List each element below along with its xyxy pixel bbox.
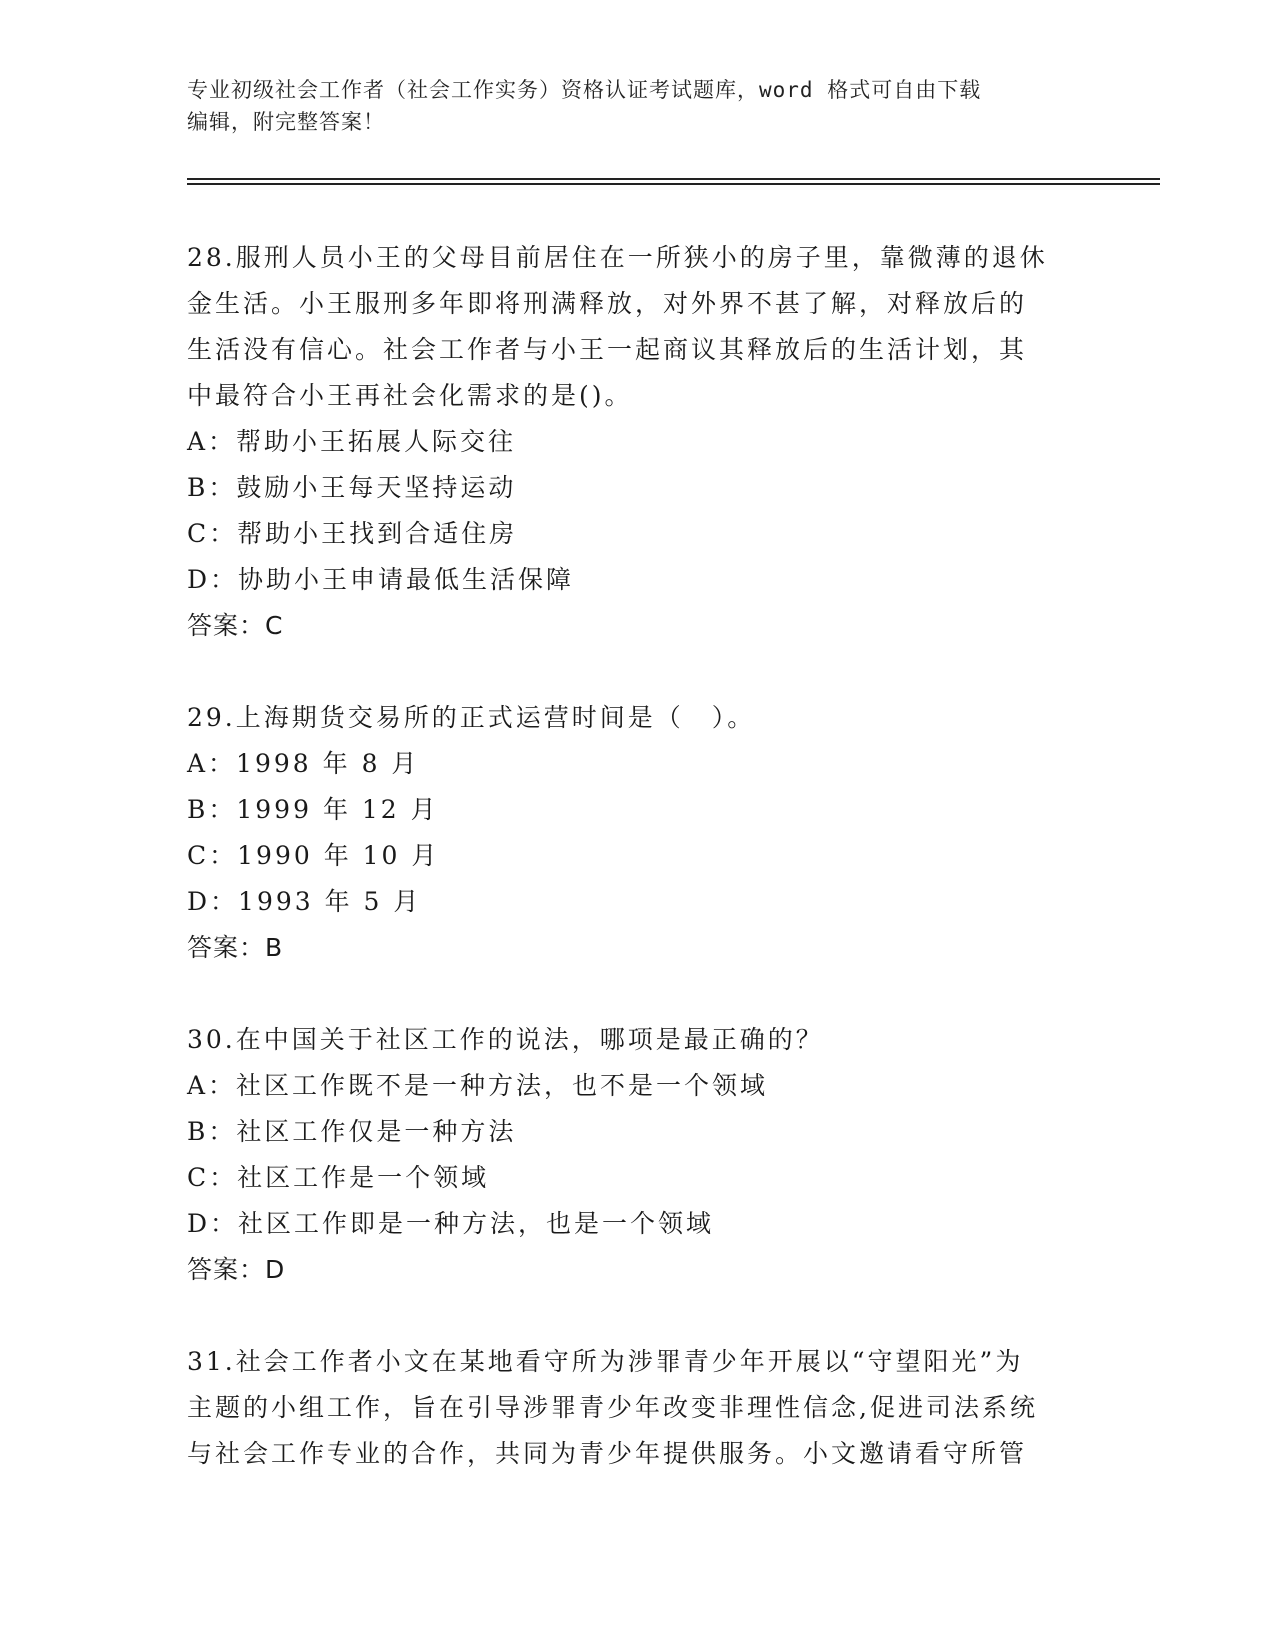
- question-stem-line: 29.上海期货交易所的正式运营时间是（ ）。: [187, 703, 756, 732]
- option-a: A：1998 年 8 月: [187, 749, 420, 778]
- option-b: B：鼓励小王每天坚持运动: [187, 473, 517, 502]
- question-stem-line: 中最符合小王再社会化需求的是()。: [187, 381, 633, 410]
- question-stem-line: 30.在中国关于社区工作的说法，哪项是最正确的？: [187, 1025, 824, 1054]
- header-divider-bottom: [187, 183, 1160, 185]
- question-stem-line: 31.社会工作者小文在某地看守所为涉罪青少年开展以“守望阳光”为: [187, 1347, 1024, 1376]
- question-29: [187, 695, 1087, 971]
- question-30: [187, 1017, 1087, 1293]
- question-31: [187, 1339, 1087, 1477]
- header-line-1: 专业初级社会工作者（社会工作实务）资格认证考试题库，word 格式可自由下载: [187, 78, 982, 102]
- option-d: D：1993 年 5 月: [187, 887, 422, 916]
- document-header: [187, 74, 1087, 138]
- question-28: [187, 235, 1087, 649]
- option-b: B：1999 年 12 月: [187, 795, 439, 824]
- question-stem-line: 金生活。小王服刑多年即将刑满释放，对外界不甚了解，对释放后的: [187, 289, 1028, 318]
- option-c: C：1990 年 10 月: [187, 841, 440, 870]
- question-stem-line: 主题的小组工作，旨在引导涉罪青少年改变非理性信念,促进司法系统: [187, 1393, 1038, 1422]
- question-stem-line: 与社会工作专业的合作，共同为青少年提供服务。小文邀请看守所管: [187, 1439, 1028, 1468]
- header-line-2: 编辑，附完整答案！: [187, 110, 385, 134]
- option-d: D：社区工作即是一种方法，也是一个领域: [187, 1209, 715, 1238]
- question-list: [187, 235, 1087, 1523]
- option-c: C：帮助小王找到合适住房: [187, 519, 518, 548]
- question-stem-line: 生活没有信心。社会工作者与小王一起商议其释放后的生活计划，其: [187, 335, 1028, 364]
- header-divider-top: [187, 178, 1160, 180]
- option-a: A：社区工作既不是一种方法，也不是一个领域: [187, 1071, 769, 1100]
- answer-label: 答案：B: [187, 933, 284, 962]
- question-stem-line: 28.服刑人员小王的父母目前居住在一所狭小的房子里，靠微薄的退休: [187, 243, 1048, 272]
- option-c: C：社区工作是一个领域: [187, 1163, 490, 1192]
- answer-label: 答案：D: [187, 1255, 286, 1284]
- option-b: B：社区工作仅是一种方法: [187, 1117, 517, 1146]
- answer-label: 答案：C: [187, 611, 284, 640]
- option-a: A：帮助小王拓展人际交往: [187, 427, 517, 456]
- option-d: D：协助小王申请最低生活保障: [187, 565, 575, 594]
